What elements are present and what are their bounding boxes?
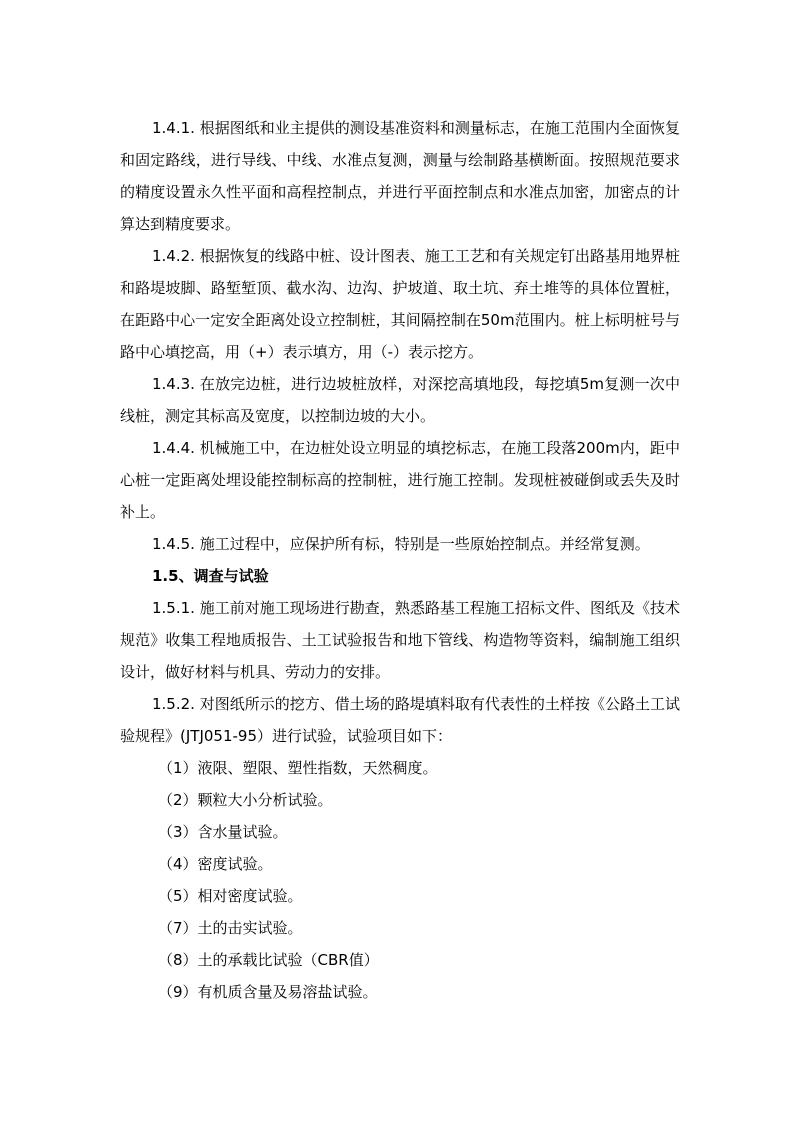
list-item: （7）土的击实试验。: [158, 919, 303, 937]
list-item: （5）相对密度试验。: [158, 887, 303, 905]
paragraph-1-5-1: 1.5.1. 施工前对施工现场进行勘查，熟悉路基工程施工招标文件、图纸及《技术规范》收集工程地质报告、土工试验报告和地下管线、构造物等资料，编制施工组织设计，做好材料与机具、劳动力的安排。: [120, 599, 680, 681]
list-item: （4）密度试验。: [158, 855, 273, 873]
list-item: （9）有机质含量及易溶盐试验。: [158, 983, 378, 1001]
paragraph-1-5-2: 1.5.2. 对图纸所示的挖方、借土场的路堤填料取有代表性的土样按《公路土工试验规程》(JTJ051-95）进行试验，试验项目如下：: [120, 695, 680, 745]
paragraph-1-4-5: 1.4.5. 施工过程中，应保护所有标，特别是一些原始控制点。并经常复测。: [152, 535, 650, 553]
section-heading-1-5: 1.5、调查与试验: [152, 567, 269, 585]
list-item: （2）颗粒大小分析试验。: [158, 791, 333, 809]
list-item: （3）含水量试验。: [158, 823, 288, 841]
paragraph-1-4-1: 1.4.1. 根据图纸和业主提供的测设基准资料和测量标志，在施工范围内全面恢复和固定路线，进行导线、中线、水准点复测，测量与绘制路基横断面。按照规范要求的精度设置永久性平面和高程控制点，并进行平面控制点和水准点加密，加密点的计算达到精度要求。: [120, 119, 680, 233]
paragraph-1-4-4: 1.4.4. 机械施工中，在边桩处设立明显的填挖标志，在施工段落200m内，距中心桩一定距离处埋设能控制标高的控制桩，进行施工控制。发现桩被碰倒或丢失及时补上。: [120, 439, 680, 521]
paragraph-1-4-2: 1.4.2. 根据恢复的线路中桩、设计图表、施工工艺和有关规定钉出路基用地界桩和路堤坡脚、路堑堑顶、截水沟、边沟、护坡道、取土坑、弃土堆等的具体位置桩，在距路中心一定安全距离处设立控制桩，其间隔控制在50m范围内。桩上标明桩号与路中心填挖高，用（+）表示填方，用（-）表示挖方。: [120, 247, 680, 361]
list-item: （8）土的承载比试验（CBR值）: [158, 951, 379, 969]
document-body: [120, 112, 680, 1008]
list-item: （1）液限、塑限、塑性指数，天然稠度。: [158, 759, 438, 777]
test-items-list: [120, 752, 680, 1008]
paragraph-1-4-3: 1.4.3. 在放完边桩，进行边坡桩放样，对深挖高填地段，每挖填5m复测一次中线桩，测定其标高及宽度，以控制边坡的大小。: [120, 375, 680, 425]
